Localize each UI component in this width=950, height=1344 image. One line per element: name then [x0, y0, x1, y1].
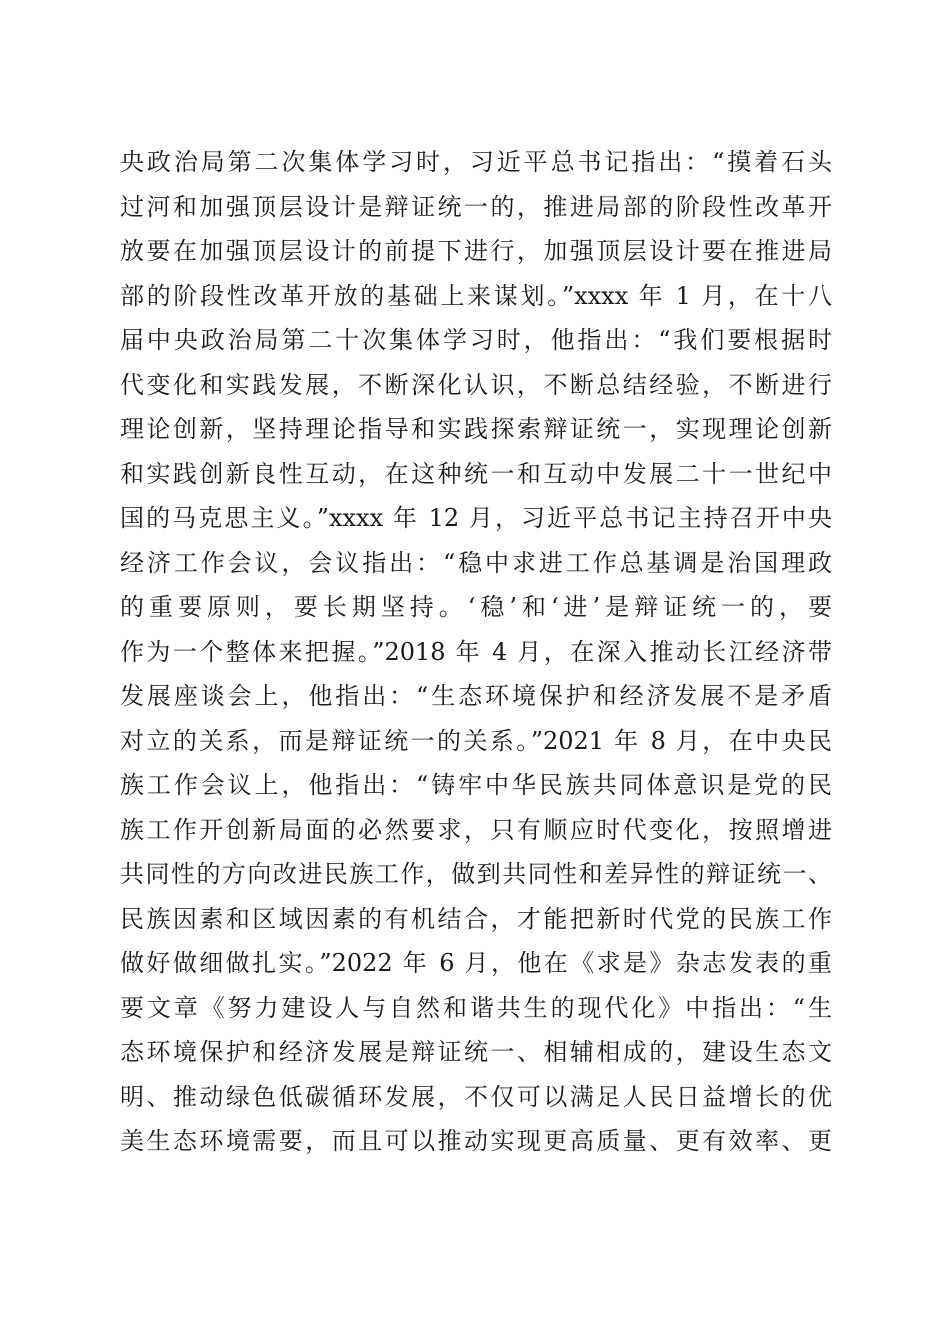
text-line: 过河和加强顶层设计是辩证统一的，推进局部的阶段性改革开 — [120, 192, 832, 221]
text-line: 态环境保护和经济发展是辩证统一、相辅相成的，建设生态文 — [120, 1038, 832, 1066]
text-line: 美生态环境需要，而且可以推动实现更高质量、更有效率、更 — [120, 1127, 832, 1155]
text-line: 代变化和实践发展，不断深化认识，不断总结经验，不断进行 — [120, 370, 832, 399]
text-line: 作为一个整体来把握。”2018 年 4 月，在深入推动长江经济带 — [120, 637, 832, 666]
text-line: 明、推动绿色低碳循环发展，不仅可以满足人民日益增长的优 — [120, 1082, 832, 1111]
text-line: 共同性的方向改进民族工作，做到共同性和差异性的辩证统一、 — [120, 860, 832, 888]
text-line: 要文章《努力建设人与自然和谐共生的现代化》中指出：“生 — [120, 993, 832, 1022]
text-line: 族工作会议上，他指出：“铸牢中华民族共同体意识是党的民 — [120, 771, 832, 799]
text-line: 做好做细做扎实。”2022 年 6 月，他在《求是》杂志发表的重 — [120, 949, 832, 977]
text-line: 国的马克思主义。”xxxx 年 12 月，习近平总书记主持召开中央 — [120, 504, 832, 532]
text-line: 经济工作会议，会议指出：“稳中求进工作总基调是治国理政 — [120, 548, 832, 577]
text-line: 和实践创新良性互动，在这种统一和互动中发展二十一世纪中 — [120, 459, 832, 488]
text-line: 发展座谈会上，他指出：“生态环境保护和经济发展不是矛盾 — [120, 682, 832, 710]
text-line: 央政治局第二次集体学习时，习近平总书记指出：“摸着石头 — [120, 148, 832, 176]
text-line: 族工作开创新局面的必然要求，只有顺应时代变化，按照增进 — [120, 815, 832, 844]
text-line: 的重要原则，要长期坚持。‘稳’和‘进’是辩证统一的，要 — [120, 593, 832, 621]
text-line: 理论创新，坚持理论指导和实践探索辩证统一，实现理论创新 — [120, 415, 832, 443]
body-text — [120, 140, 832, 1164]
text-line: 放要在加强顶层设计的前提下进行，加强顶层设计要在推进局 — [120, 237, 832, 265]
text-line: 部的阶段性改革开放的基础上来谋划。”xxxx 年 1 月，在十八 — [120, 281, 832, 310]
text-line: 民族因素和区域因素的有机结合，才能把新时代党的民族工作 — [120, 904, 832, 933]
text-line: 届中央政治局第二十次集体学习时，他指出：“我们要根据时 — [120, 326, 832, 354]
text-line: 对立的关系，而是辩证统一的关系。”2021 年 8 月，在中央民 — [120, 726, 832, 755]
